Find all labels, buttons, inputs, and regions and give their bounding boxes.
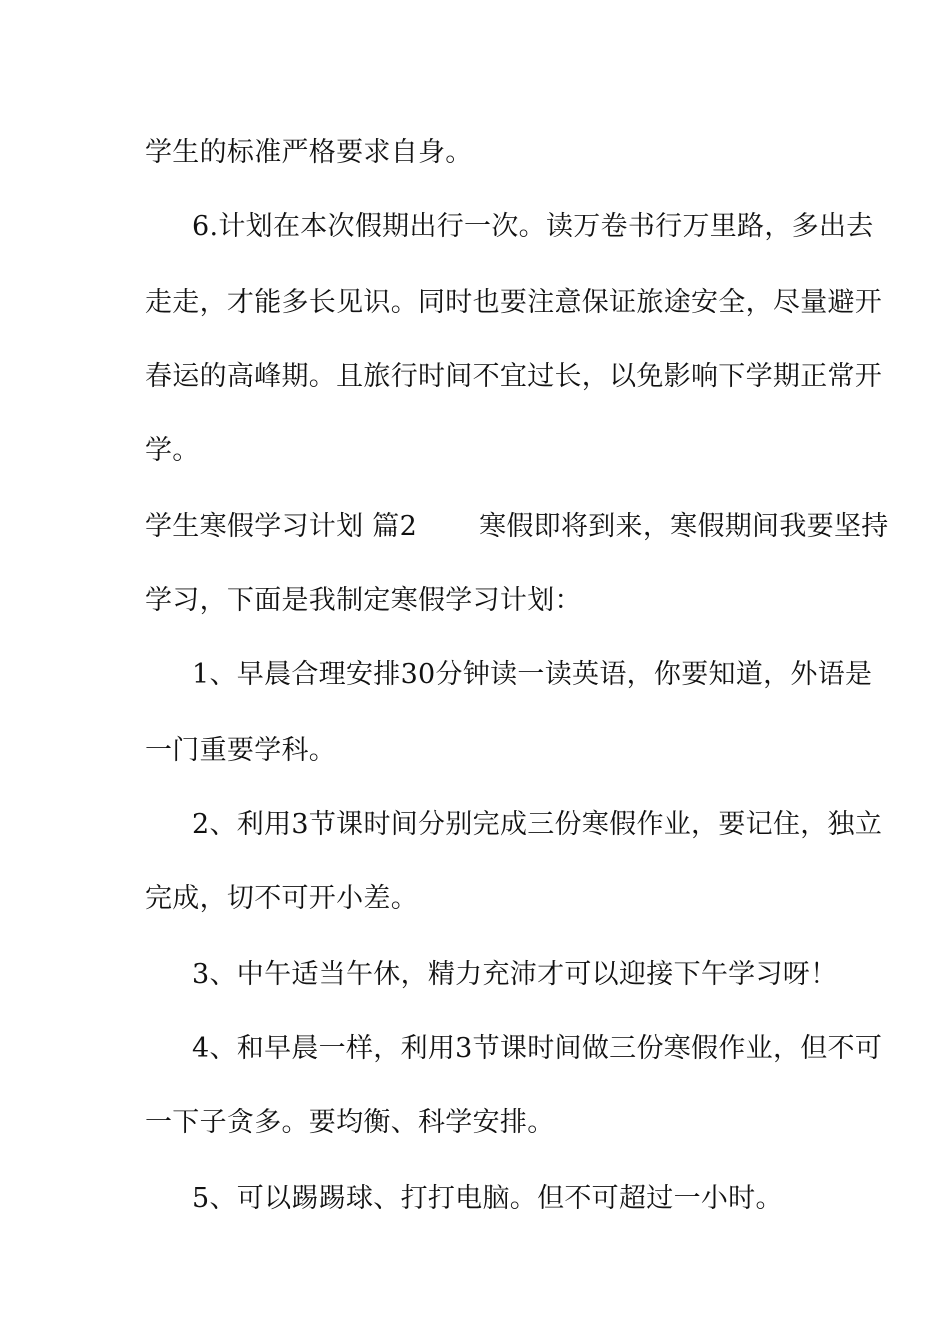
section-heading-line [145, 510, 889, 544]
paragraph-line: 春运的高峰期。且旅行时间不宜过长，以免影响下学期正常开 [145, 361, 883, 392]
paragraph-line: 学生的标准严格要求自身。 [145, 137, 473, 168]
section-title: 学生寒假学习计划 篇2 [145, 511, 418, 542]
list-item-line: 1、早晨合理安排30分钟读一读英语，你要知道，外语是 [192, 659, 873, 690]
list-item-line: 一下子贪多。要均衡、科学安排。 [145, 1107, 555, 1138]
paragraph-line: 学。 [145, 435, 200, 466]
paragraph-line: 走走，才能多长见识。同时也要注意保证旅途安全，尽量避开 [145, 287, 883, 318]
list-item-line: 5、可以踢踢球、打打电脑。但不可超过一小时。 [192, 1183, 783, 1214]
list-item-line: 3、中午适当午休，精力充沛才可以迎接下午学习呀！ [192, 959, 838, 990]
list-item-line: 完成，切不可开小差。 [145, 883, 418, 914]
paragraph-line: 6.计划在本次假期出行一次。读万卷书行万里路，多出去 [192, 211, 874, 242]
paragraph-line: 学习，下面是我制定寒假学习计划： [145, 585, 582, 616]
section-intro-text: 寒假即将到来，寒假期间我要坚持 [479, 511, 889, 542]
list-item-line: 2、利用3节课时间分别完成三份寒假作业，要记住，独立 [192, 809, 883, 840]
list-item-line: 一门重要学科。 [145, 735, 337, 766]
list-item-line: 4、和早晨一样，利用3节课时间做三份寒假作业，但不可 [192, 1033, 883, 1064]
